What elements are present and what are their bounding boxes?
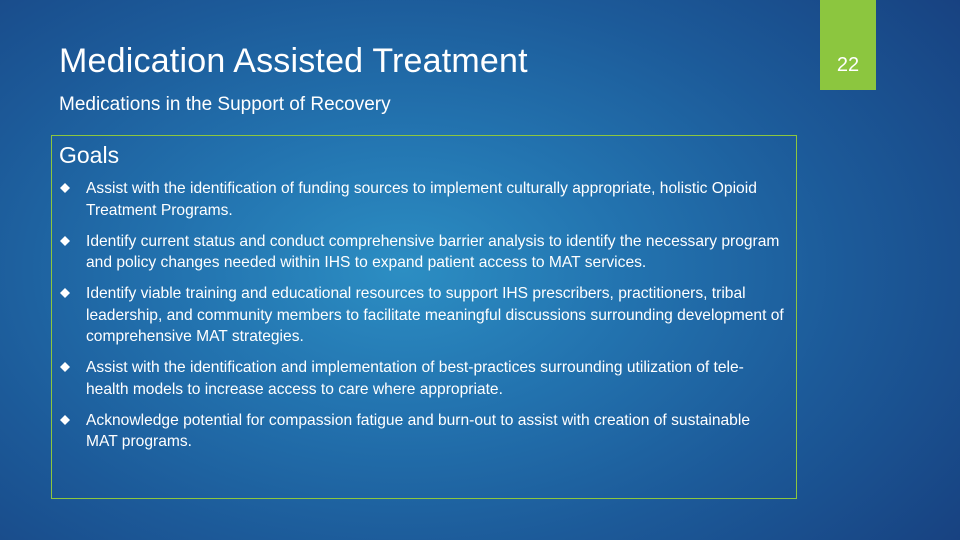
bullet-text: Assist with the identification and implementation of best-practices surrounding utilization of tele-health models to increase access to care where appropriate. [86, 359, 744, 398]
diamond-bullet-icon [60, 415, 70, 425]
goals-heading: Goals [59, 142, 120, 168]
slide-title: Medication Assisted Treatment [59, 42, 528, 80]
list-item [52, 231, 798, 274]
goals-bullet-list [52, 178, 798, 462]
bullet-text: Identify current status and conduct comprehensive barrier analysis to identify the necessary program and policy changes needed within IHS to expand patient access to MAT services. [86, 232, 780, 271]
diamond-bullet-icon [60, 236, 70, 246]
page-number-tab [820, 0, 876, 90]
list-item [52, 283, 798, 348]
slide-subtitle: Medications in the Support of Recovery [59, 94, 391, 115]
list-item [52, 357, 798, 400]
bullet-text: Assist with the identification of funding sources to implement culturally appropriate, holistic Opioid Treatment Programs. [86, 180, 757, 219]
list-item [52, 410, 798, 453]
diamond-bullet-icon [60, 288, 70, 298]
bullet-text: Identify viable training and educational resources to support IHS prescribers, practitioners, tribal leadership, and community members to facilitate meaningful discussions surrounding development of comprehensive MAT strategies. [86, 285, 784, 345]
diamond-bullet-icon [60, 183, 70, 193]
diamond-bullet-icon [60, 362, 70, 372]
list-item [52, 178, 798, 221]
goals-content-box [51, 135, 797, 499]
bullet-text: Acknowledge potential for compassion fatigue and burn-out to assist with creation of sustainable MAT programs. [86, 411, 750, 450]
page-number: 22 [836, 54, 860, 76]
